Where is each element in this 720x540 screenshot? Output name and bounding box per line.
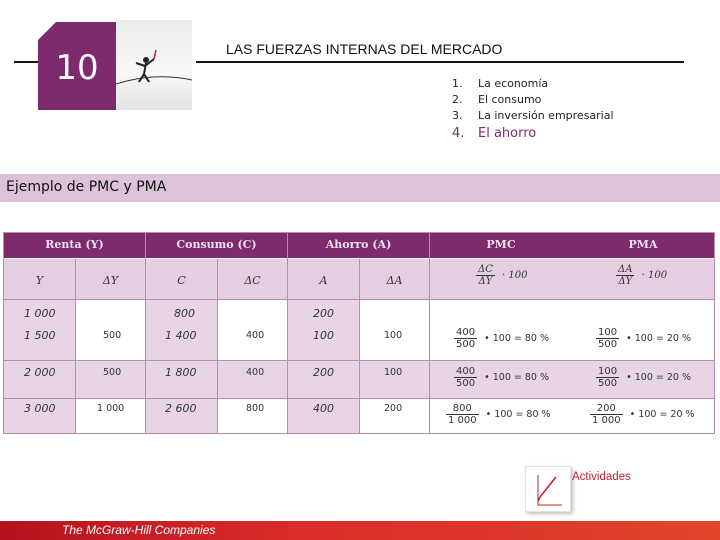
cell-y: 1 500	[24, 329, 56, 342]
cell-da: 100	[384, 330, 403, 341]
cell-dc: 400	[246, 367, 265, 378]
cell-da: 100	[384, 367, 403, 378]
cell-dy: 500	[103, 330, 122, 341]
column-divider	[429, 233, 430, 433]
pmc-formula: $\frac{\Delta C}{\Delta Y}$ · 100	[478, 264, 528, 287]
column-divider	[287, 233, 288, 433]
pma-formula: $\frac{\Delta A}{\Delta Y}$ · 100	[618, 264, 668, 287]
subheader-c: C	[177, 274, 186, 287]
column-divider	[145, 233, 146, 433]
chapter-badge	[38, 22, 116, 110]
chapter-title: LAS FUERZAS INTERNAS DEL MERCADO	[226, 41, 503, 57]
chapter-badge-fold	[38, 22, 56, 40]
cell-pmc: $\frac{400}{500}$ • 100 = 80 %	[456, 327, 550, 350]
cell-dy: 1 000	[97, 403, 125, 414]
toc-item-inversion[interactable]: 3. La inversión empresarial	[452, 109, 614, 122]
cell-y: 2 000	[24, 366, 56, 379]
tightrope-walker-image	[116, 20, 192, 110]
cell-c: 1 800	[165, 366, 197, 379]
cell-da: 200	[384, 403, 403, 414]
subheader-dc: ΔC	[244, 274, 261, 287]
toc-item-label: El consumo	[478, 93, 542, 106]
cell-pma: $\frac{100}{500}$ • 100 = 20 %	[598, 366, 692, 389]
cell-pma: $\frac{200}{1 000}$ • 100 = 20 %	[592, 403, 695, 426]
pencil-icon	[526, 467, 570, 511]
toc-item-ahorro[interactable]: 4. El ahorro	[452, 124, 614, 144]
activities-button[interactable]	[525, 466, 571, 512]
cell-dc: 800	[246, 403, 265, 414]
section-title: Ejemplo de PMC y PMA	[6, 179, 167, 195]
header-ahorro: Ahorro (A)	[325, 238, 392, 251]
subheader-da: ΔA	[386, 274, 403, 287]
table-of-contents	[452, 76, 614, 144]
cell-a: 200	[313, 307, 334, 320]
header-rule-left	[14, 61, 38, 63]
cell-y: 1 000	[24, 307, 56, 320]
header-pmc: PMC	[486, 238, 516, 251]
subheader-a: A	[319, 274, 328, 287]
toc-item-label: El ahorro	[478, 126, 537, 141]
row-divider	[4, 360, 714, 361]
toc-item-economia[interactable]: 1. La economía	[452, 77, 549, 90]
cell-c: 2 600	[165, 402, 197, 415]
chapter-number: 10	[55, 48, 99, 88]
header-renta: Renta (Y)	[45, 238, 104, 251]
activities-label[interactable]: Actividades	[572, 471, 631, 483]
row-divider	[4, 299, 714, 300]
header-pma: PMA	[628, 238, 658, 251]
cell-dc: 400	[246, 330, 265, 341]
cell-pmc: $\frac{400}{500}$ • 100 = 80 %	[456, 366, 550, 389]
cell-c: 1 400	[165, 329, 197, 342]
cell-y: 3 000	[24, 402, 56, 415]
row-divider	[4, 398, 714, 399]
header-rule-right	[196, 61, 684, 63]
cell-dy: 500	[103, 367, 122, 378]
toc-item-label: La economía	[478, 77, 549, 90]
toc-item-label: La inversión empresarial	[478, 109, 614, 122]
toc-item-consumo[interactable]: 2. El consumo	[452, 93, 542, 106]
publisher-logo: The McGraw-Hill Companies	[62, 523, 216, 537]
cell-c: 800	[174, 307, 195, 320]
cell-a: 100	[313, 329, 334, 342]
subheader-dy: ΔY	[102, 274, 119, 287]
cell-a: 400	[313, 402, 334, 415]
cell-pma: $\frac{100}{500}$ • 100 = 20 %	[598, 327, 692, 350]
header-consumo: Consumo (C)	[176, 238, 257, 251]
cell-a: 200	[313, 366, 334, 379]
subheader-y: Y	[35, 274, 44, 287]
cell-pmc: $\frac{800}{1 000}$ • 100 = 80 %	[448, 403, 551, 426]
